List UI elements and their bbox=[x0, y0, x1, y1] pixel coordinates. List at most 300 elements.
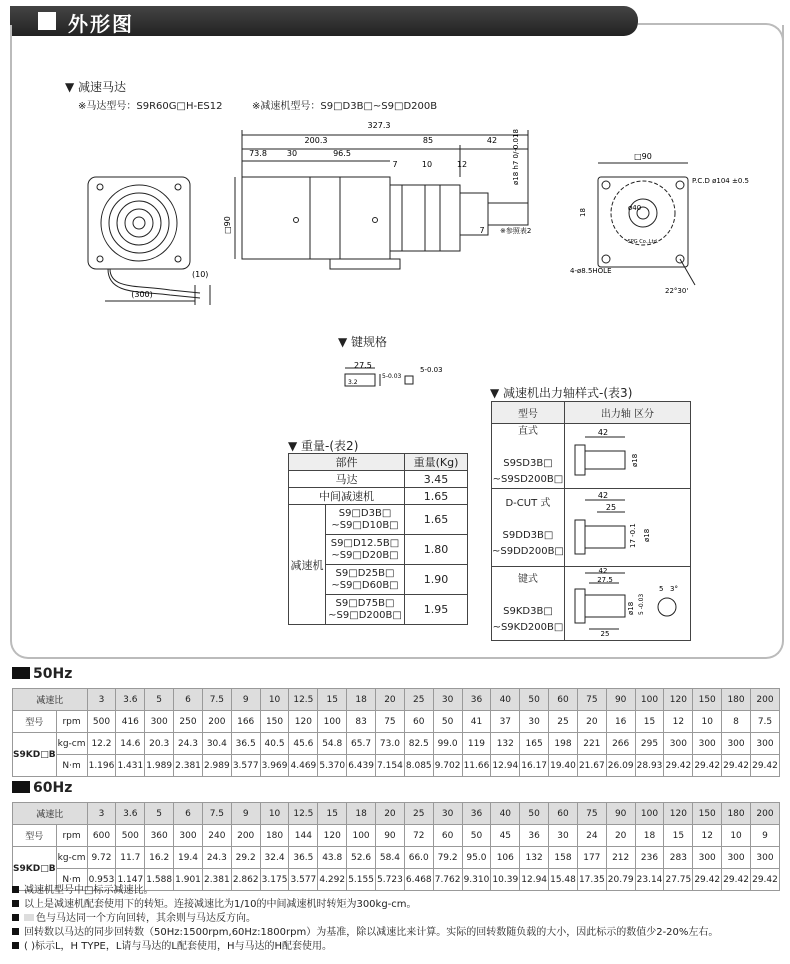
dim-d7: 7 bbox=[479, 226, 485, 235]
table-cell: 5.370 bbox=[318, 755, 347, 777]
table-cell: 12.2 bbox=[87, 733, 116, 755]
table-cell: 6 bbox=[174, 803, 203, 825]
shaft-table bbox=[491, 401, 691, 641]
table-cell: 3.6 bbox=[116, 803, 145, 825]
table-cell: 3.6 bbox=[116, 689, 145, 711]
table-cell: 75 bbox=[376, 711, 405, 733]
table-cell: 300 bbox=[693, 847, 722, 869]
table-cell: 60 bbox=[549, 689, 578, 711]
table-cell: 300 bbox=[174, 825, 203, 847]
table-cell: 6.439 bbox=[347, 755, 376, 777]
table-cell: 29.42 bbox=[750, 869, 779, 891]
table-cell: 30.4 bbox=[202, 733, 231, 755]
table-cell: 型号 bbox=[13, 711, 57, 733]
flange-view bbox=[598, 177, 688, 267]
table-cell: 41 bbox=[462, 711, 491, 733]
table-cell: 82.5 bbox=[404, 733, 433, 755]
table-cell: 15 bbox=[318, 803, 347, 825]
shaft-l1: 42 bbox=[598, 427, 609, 437]
dim-d3: 96.5 bbox=[333, 149, 351, 158]
table-cell: 型号 bbox=[13, 825, 57, 847]
key-drawing bbox=[340, 360, 450, 400]
key-len: 27.5 bbox=[354, 361, 372, 370]
table-cell: 25 bbox=[549, 711, 578, 733]
table-cell: 600 bbox=[87, 825, 116, 847]
table-cell: 416 bbox=[116, 711, 145, 733]
table-row bbox=[13, 755, 780, 777]
output-shaft bbox=[488, 203, 528, 225]
table-cell: 17.35 bbox=[577, 869, 606, 891]
weight-value: 1.95 bbox=[405, 595, 468, 625]
table-cell: 12 bbox=[664, 711, 693, 733]
table-cell: 200 bbox=[750, 803, 779, 825]
table-cell: 300 bbox=[693, 733, 722, 755]
table-cell: 25 bbox=[404, 803, 433, 825]
flange-hole: 4-ø8.5HOLE bbox=[570, 267, 612, 275]
note bbox=[12, 898, 718, 912]
table-cell: 8 bbox=[722, 711, 751, 733]
table-cell: 15 bbox=[635, 711, 664, 733]
table-cell: 9.310 bbox=[462, 869, 491, 891]
table-cell: 2.862 bbox=[231, 869, 260, 891]
table-cell: 4.469 bbox=[289, 755, 318, 777]
table-cell: 11.7 bbox=[116, 847, 145, 869]
table-cell: 150 bbox=[260, 711, 289, 733]
table-cell: 300 bbox=[722, 733, 751, 755]
dim-d2: 30 bbox=[286, 149, 298, 158]
note-bullet-icon bbox=[12, 886, 19, 893]
flange-angle: 22°30' bbox=[665, 287, 689, 295]
table-cell: 30 bbox=[433, 803, 462, 825]
table-cell: 45 bbox=[491, 825, 520, 847]
shaft-d: ø18 bbox=[643, 528, 652, 542]
table-cell: 165 bbox=[520, 733, 549, 755]
t50-bullet-icon bbox=[12, 667, 30, 679]
table-cell: 90 bbox=[606, 689, 635, 711]
table-row bbox=[13, 711, 780, 733]
table-cell: 100 bbox=[635, 689, 664, 711]
table-cell: 10 bbox=[260, 689, 289, 711]
table-cell: 66.0 bbox=[404, 847, 433, 869]
shaft-l2: 27.5 bbox=[597, 576, 614, 584]
table-cell: N·m bbox=[56, 755, 87, 777]
table-cell: 20 bbox=[376, 689, 405, 711]
shaft-h-shaft: 出力轴 区分 bbox=[564, 402, 690, 424]
table-cell: kg-cm bbox=[56, 847, 87, 869]
t60-bullet-icon bbox=[12, 781, 30, 793]
key-w1: 5-0.03 bbox=[382, 373, 402, 380]
dim-gear: 85 bbox=[422, 136, 434, 145]
note-bullet-icon bbox=[12, 942, 19, 949]
flange-pilot: ø40 bbox=[628, 204, 642, 212]
shaft-l1: 42 bbox=[598, 567, 608, 575]
table-cell: 9 bbox=[750, 825, 779, 847]
shaft-d: ø18 bbox=[627, 601, 636, 615]
table-cell: 14.6 bbox=[116, 733, 145, 755]
table-row bbox=[13, 825, 780, 847]
table-cell: 72 bbox=[404, 825, 433, 847]
shaft-title: ▼ 减速机出力轴样式-(表3) bbox=[490, 386, 633, 400]
table-cell: 2.381 bbox=[174, 755, 203, 777]
cable-tip: (10) bbox=[192, 270, 209, 279]
table-cell: 28.93 bbox=[635, 755, 664, 777]
table-cell: 16.2 bbox=[145, 847, 174, 869]
shaft-c: 17 -0.1 bbox=[629, 523, 638, 548]
table-cell: 2.381 bbox=[202, 869, 231, 891]
dim-d1: 73.8 bbox=[249, 149, 267, 158]
key-h: 3.2 bbox=[348, 379, 358, 386]
t50-title-wrap bbox=[12, 666, 72, 682]
table-cell: 144 bbox=[289, 825, 318, 847]
table-cell: 40.5 bbox=[260, 733, 289, 755]
table-cell: S9KD□B bbox=[13, 847, 57, 891]
note-text: ( )标示L，H TYPE，L请与马达的L配套使用，H与马达的H配套使用。 bbox=[24, 941, 332, 952]
table-cell: 36.5 bbox=[289, 847, 318, 869]
table-cell: 295 bbox=[635, 733, 664, 755]
table-cell: 200 bbox=[231, 825, 260, 847]
table-cell: 7.762 bbox=[433, 869, 462, 891]
fan-cover bbox=[101, 185, 177, 261]
shaft-d: ø18 bbox=[631, 453, 640, 467]
table-cell: 29.42 bbox=[722, 755, 751, 777]
table-cell: 75 bbox=[577, 689, 606, 711]
table-cell: 300 bbox=[145, 711, 174, 733]
table-cell: N·m bbox=[56, 869, 87, 891]
table-cell: 180 bbox=[722, 803, 751, 825]
weight-group: 减速机 bbox=[289, 505, 326, 625]
table-cell: 50 bbox=[520, 803, 549, 825]
table-cell: 5.155 bbox=[347, 869, 376, 891]
table-cell: 18 bbox=[347, 803, 376, 825]
table-cell: 3 bbox=[87, 803, 116, 825]
table-cell: 120 bbox=[318, 825, 347, 847]
table-cell: 23.14 bbox=[635, 869, 664, 891]
table-cell: 100 bbox=[635, 803, 664, 825]
torque-table-60hz bbox=[12, 802, 780, 891]
table-cell: 3.577 bbox=[289, 869, 318, 891]
key-ref: ※参照表2 bbox=[500, 227, 532, 235]
table-cell: 21.67 bbox=[577, 755, 606, 777]
table-cell: 18 bbox=[635, 825, 664, 847]
table-cell: 180 bbox=[722, 689, 751, 711]
table-cell: 减速比 bbox=[13, 689, 88, 711]
table-cell: 7.5 bbox=[202, 803, 231, 825]
weight-value: 1.90 bbox=[405, 565, 468, 595]
table-cell: 1.901 bbox=[174, 869, 203, 891]
table-cell: 10 bbox=[693, 711, 722, 733]
table-cell: 99.0 bbox=[433, 733, 462, 755]
shaft-model-b: ~S9DD200B□ bbox=[492, 545, 564, 557]
key-shaft-drawing bbox=[567, 567, 687, 637]
table-cell: 166 bbox=[231, 711, 260, 733]
table-cell: 50 bbox=[462, 825, 491, 847]
table-cell: 100 bbox=[347, 825, 376, 847]
table-cell: 36 bbox=[462, 689, 491, 711]
table-cell: 150 bbox=[693, 689, 722, 711]
highlight-swatch bbox=[24, 914, 34, 921]
table-cell: 20.79 bbox=[606, 869, 635, 891]
table-cell: 7.5 bbox=[750, 711, 779, 733]
table-cell: 100 bbox=[318, 711, 347, 733]
table-cell: 90 bbox=[606, 803, 635, 825]
shaft-model-b: ~S9SD200B□ bbox=[492, 474, 564, 485]
table-cell: 3.175 bbox=[260, 869, 289, 891]
table-cell: 3.577 bbox=[231, 755, 260, 777]
table-cell: 360 bbox=[145, 825, 174, 847]
weight-title: ▼ 重量-(表2) bbox=[288, 439, 359, 453]
table-cell: 24 bbox=[577, 825, 606, 847]
table-cell: 75 bbox=[577, 803, 606, 825]
cable-len: (300) bbox=[131, 290, 153, 299]
table-cell: 40 bbox=[491, 689, 520, 711]
table-cell: 19.40 bbox=[549, 755, 578, 777]
table-cell: 18 bbox=[347, 689, 376, 711]
table-cell: 1.989 bbox=[145, 755, 174, 777]
table-cell: 7.5 bbox=[202, 689, 231, 711]
table-cell: 200 bbox=[750, 689, 779, 711]
gear-model: ※减速机型号：S9□D3B□~S9□D200B bbox=[252, 101, 438, 112]
table-cell: 26.09 bbox=[606, 755, 635, 777]
table-cell: 30 bbox=[549, 825, 578, 847]
table-cell: 16 bbox=[606, 711, 635, 733]
table-cell: 15.48 bbox=[549, 869, 578, 891]
gear-range-b: ~S9□D20B□ bbox=[331, 549, 399, 561]
gear-range-b: ~S9□D10B□ bbox=[331, 519, 399, 531]
table-cell: 24.3 bbox=[174, 733, 203, 755]
table-row bbox=[13, 689, 780, 711]
table-cell: 2.989 bbox=[202, 755, 231, 777]
flange-pcd: P.C.D ø104 ±0.5 bbox=[692, 177, 749, 185]
motor-body bbox=[242, 177, 390, 259]
table-cell: 15 bbox=[664, 825, 693, 847]
dcut-shaft-drawing bbox=[567, 490, 687, 562]
table-cell: 16.17 bbox=[520, 755, 549, 777]
table-cell: 20 bbox=[577, 711, 606, 733]
shaft-k2: 5 -0.03 bbox=[638, 593, 646, 615]
straight-shaft-drawing bbox=[567, 427, 687, 483]
table-cell: 45.6 bbox=[289, 733, 318, 755]
table-cell: 266 bbox=[606, 733, 635, 755]
table-cell: 7.154 bbox=[376, 755, 405, 777]
table-cell: 119 bbox=[462, 733, 491, 755]
t50-title: 50Hz bbox=[33, 666, 73, 682]
shaft-k: 5 bbox=[659, 585, 664, 593]
table-cell: 60 bbox=[404, 711, 433, 733]
table-cell: 9 bbox=[231, 689, 260, 711]
table-cell: 3 bbox=[87, 689, 116, 711]
table-cell: 9.702 bbox=[433, 755, 462, 777]
table-cell: 11.66 bbox=[462, 755, 491, 777]
table-cell: 30 bbox=[433, 689, 462, 711]
table-cell: 73.0 bbox=[376, 733, 405, 755]
dim-body: 200.3 bbox=[304, 136, 328, 145]
table-cell: 500 bbox=[87, 711, 116, 733]
table-cell: 300 bbox=[750, 733, 779, 755]
table-cell: 52.6 bbox=[347, 847, 376, 869]
table-cell: 90 bbox=[376, 825, 405, 847]
table-cell: 1.588 bbox=[145, 869, 174, 891]
notes bbox=[12, 884, 718, 954]
note bbox=[12, 884, 718, 898]
page-title: 外形图 bbox=[68, 12, 134, 36]
table-cell: 6.468 bbox=[404, 869, 433, 891]
shaft-model-a: S9DD3B□ bbox=[502, 529, 554, 541]
t60-title: 60Hz bbox=[33, 780, 73, 796]
dim-total: 327.3 bbox=[367, 121, 391, 130]
shaft-l3: 25 bbox=[600, 630, 610, 638]
shaft-type: D-CUT 式 bbox=[505, 497, 551, 509]
note-text: 色与马达同一个方向回转，其余则与马达反方向。 bbox=[36, 913, 256, 924]
table-cell: 300 bbox=[722, 847, 751, 869]
flange-brand: SPG Co.,Ltd. bbox=[627, 239, 659, 245]
table-cell: 150 bbox=[693, 803, 722, 825]
shaft-kd: 3° bbox=[670, 585, 679, 593]
table-cell: 60 bbox=[549, 803, 578, 825]
table-cell: 4.292 bbox=[318, 869, 347, 891]
table-cell: 54.8 bbox=[318, 733, 347, 755]
gear-range-b: ~S9□D200B□ bbox=[328, 609, 402, 621]
gear-range-a: S9□D75B□ bbox=[335, 597, 395, 609]
table-cell: 30 bbox=[520, 711, 549, 733]
note bbox=[12, 912, 718, 926]
table-cell: 20 bbox=[376, 803, 405, 825]
shaft-model-a: S9SD3B□ bbox=[503, 458, 553, 469]
table-cell: 0.953 bbox=[87, 869, 116, 891]
table-cell: 12.5 bbox=[289, 689, 318, 711]
table-cell: 212 bbox=[606, 847, 635, 869]
table-cell: 25 bbox=[404, 689, 433, 711]
table-row bbox=[13, 847, 780, 869]
table-cell: 200 bbox=[202, 711, 231, 733]
table-cell: 12 bbox=[693, 825, 722, 847]
motor-title: ▼ 减速马达 bbox=[65, 80, 127, 94]
table-cell: 83 bbox=[347, 711, 376, 733]
dim-shaft-dia: ø18 h7 0/-0.018 bbox=[512, 129, 520, 185]
note bbox=[12, 940, 718, 954]
torque-table-50hz bbox=[12, 688, 780, 777]
note-text: 回转数以马达的同步回转数（50Hz:1500rpm,60Hz:1800rpm）为基准，除以减速比来计算。实际的回转数随负载的大小，因此标示的数值少2-20%左右。 bbox=[24, 927, 719, 938]
gear-range-b: ~S9□D60B□ bbox=[331, 579, 399, 591]
dim-square: □90 bbox=[223, 216, 232, 234]
table-cell: 120 bbox=[664, 689, 693, 711]
table-cell: 198 bbox=[549, 733, 578, 755]
note-bullet-icon bbox=[12, 914, 19, 921]
table-cell: 减速比 bbox=[13, 803, 88, 825]
flange-offset: 18 bbox=[579, 208, 587, 217]
dim-d5: 10 bbox=[421, 160, 433, 169]
table-cell: 5.723 bbox=[376, 869, 405, 891]
table-cell: 236 bbox=[635, 847, 664, 869]
motor-model: ※马达型号：S9R60G□H-ES12 bbox=[78, 101, 223, 112]
table-cell: 8.085 bbox=[404, 755, 433, 777]
table-cell: 15 bbox=[318, 689, 347, 711]
table-cell: 37 bbox=[491, 711, 520, 733]
table-cell: 10.39 bbox=[491, 869, 520, 891]
note-text: 以上是减速机配套使用下的转矩。连接减速比为1/10的中间减速机时转矩为300kg-cm。 bbox=[24, 899, 417, 910]
table-cell: 177 bbox=[577, 847, 606, 869]
table-cell: 9 bbox=[231, 803, 260, 825]
table-cell: 221 bbox=[577, 733, 606, 755]
weight-part: 马达 bbox=[289, 471, 405, 488]
table-cell: 12.94 bbox=[491, 755, 520, 777]
motor-drawing bbox=[80, 115, 749, 315]
weight-value: 1.80 bbox=[405, 535, 468, 565]
dim-d6: 12 bbox=[456, 160, 468, 169]
table-cell: 60 bbox=[433, 825, 462, 847]
table-cell: 36 bbox=[462, 803, 491, 825]
table-cell: 132 bbox=[491, 733, 520, 755]
table-cell: 29.42 bbox=[722, 869, 751, 891]
flange-square: □90 bbox=[634, 152, 652, 161]
table-cell: 36.5 bbox=[231, 733, 260, 755]
table-cell: 65.7 bbox=[347, 733, 376, 755]
table-cell: 240 bbox=[202, 825, 231, 847]
note-bullet-icon bbox=[12, 928, 19, 935]
table-cell: kg-cm bbox=[56, 733, 87, 755]
table-cell: 79.2 bbox=[433, 847, 462, 869]
gear-range-a: S9□D12.5B□ bbox=[330, 537, 400, 549]
table-cell: 250 bbox=[174, 711, 203, 733]
table-cell: 20 bbox=[606, 825, 635, 847]
table-row bbox=[13, 803, 780, 825]
table-cell: 106 bbox=[491, 847, 520, 869]
table-cell: 40 bbox=[491, 803, 520, 825]
shaft-type: 直式 bbox=[517, 426, 538, 437]
table-cell: 10 bbox=[260, 803, 289, 825]
gear-range-a: S9□D3B□ bbox=[338, 507, 392, 519]
table-cell: rpm bbox=[56, 711, 87, 733]
weight-h-weight: 重量(Kg) bbox=[405, 454, 468, 471]
table-cell: 95.0 bbox=[462, 847, 491, 869]
shaft-l2: 25 bbox=[606, 503, 617, 512]
table-cell: 36 bbox=[520, 825, 549, 847]
table-cell: 132 bbox=[520, 847, 549, 869]
table-cell: 58.4 bbox=[376, 847, 405, 869]
table-cell: 12.5 bbox=[289, 803, 318, 825]
table-cell: 10 bbox=[722, 825, 751, 847]
weight-value: 3.45 bbox=[405, 471, 468, 488]
shaft-l1: 42 bbox=[598, 491, 609, 500]
table-cell: 3.969 bbox=[260, 755, 289, 777]
shaft-type: 键式 bbox=[517, 573, 538, 585]
gear-range-a: S9□D25B□ bbox=[335, 567, 395, 579]
shaft-model-b: ~S9KD200B□ bbox=[492, 621, 564, 633]
note-text: 减速机型号中□标示减速比。 bbox=[24, 885, 154, 896]
table-cell: 120 bbox=[289, 711, 318, 733]
table-cell: 5 bbox=[145, 803, 174, 825]
table-cell: 5 bbox=[145, 689, 174, 711]
table-cell: 1.147 bbox=[116, 869, 145, 891]
table-cell: 29.42 bbox=[750, 755, 779, 777]
key-w2: 5-0.03 bbox=[420, 366, 443, 374]
table-cell: 120 bbox=[664, 803, 693, 825]
table-cell: 43.8 bbox=[318, 847, 347, 869]
table-cell: 27.75 bbox=[664, 869, 693, 891]
dim-d4: 7 bbox=[392, 160, 398, 169]
key-spec-title: ▼ 键规格 bbox=[338, 335, 388, 349]
table-cell: 9.72 bbox=[87, 847, 116, 869]
table-cell: 32.4 bbox=[260, 847, 289, 869]
table-cell: 1.431 bbox=[116, 755, 145, 777]
weight-h-part: 部件 bbox=[289, 454, 405, 471]
weight-value: 1.65 bbox=[405, 488, 468, 505]
weight-value: 1.65 bbox=[405, 505, 468, 535]
table-cell: 283 bbox=[664, 847, 693, 869]
table-cell: 500 bbox=[116, 825, 145, 847]
table-cell: rpm bbox=[56, 825, 87, 847]
weight-table bbox=[288, 453, 468, 625]
table-cell: 20.3 bbox=[145, 733, 174, 755]
